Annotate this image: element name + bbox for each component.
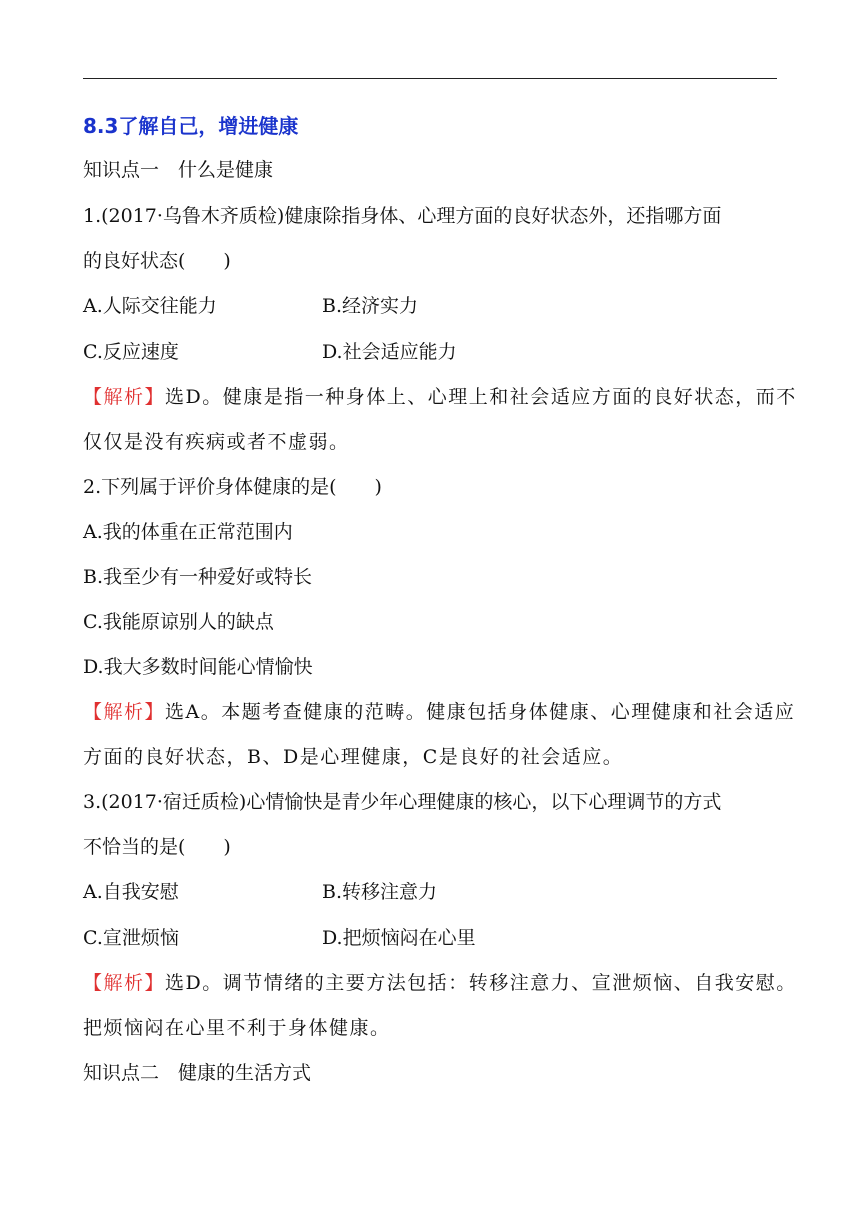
section-heading-2: 知识点二 健康的生活方式 bbox=[83, 1062, 312, 1084]
analysis-tag: 【解析】 bbox=[83, 701, 166, 723]
q2-option-a: A.我的体重在正常范围内 bbox=[83, 521, 293, 543]
q3-option-a: A.自我安慰 bbox=[83, 881, 179, 903]
analysis-tag: 【解析】 bbox=[83, 972, 166, 994]
q2-stem-line-1: 2.下列属于评价身体健康的是( ) bbox=[83, 476, 382, 498]
q3-analysis-line-2: 把烦恼闷在心里不利于身体健康。 bbox=[83, 1017, 391, 1039]
q2-option-c: C.我能原谅别人的缺点 bbox=[83, 611, 274, 633]
q1-option-a: A.人际交往能力 bbox=[83, 295, 217, 317]
q2-analysis-line-1 bbox=[83, 700, 795, 724]
q1-analysis-line-2: 仅仅是没有疾病或者不虚弱。 bbox=[83, 431, 350, 453]
q3-analysis-line-1 bbox=[83, 971, 797, 995]
q1-option-d: D.社会适应能力 bbox=[322, 341, 457, 363]
section-heading-1: 知识点一 什么是健康 bbox=[83, 159, 274, 181]
q3-analysis-text-1: 选D。调节情绪的主要方法包括：转移注意力、宣泄烦恼、自我安慰。 bbox=[165, 972, 797, 994]
q3-stem-line-2: 不恰当的是( ) bbox=[83, 836, 231, 858]
q1-stem-line-2: 的良好状态( ) bbox=[83, 250, 231, 272]
q1-analysis-line-1 bbox=[83, 385, 797, 409]
q1-analysis-text-1: 选D。健康是指一种身体上、心理上和社会适应方面的良好状态，而不 bbox=[165, 386, 797, 408]
q3-option-b: B.转移注意力 bbox=[322, 881, 438, 903]
q2-analysis-line-2: 方面的良好状态，B、D是心理健康，C是良好的社会适应。 bbox=[83, 746, 624, 768]
q1-stem-line-1: 1.(2017·乌鲁木齐质检)健康除指身体、心理方面的良好状态外，还指哪方面 bbox=[83, 205, 722, 227]
q3-option-d: D.把烦恼闷在心里 bbox=[322, 927, 476, 949]
q2-analysis-text-1: 选A。本题考查健康的范畴。健康包括身体健康、心理健康和社会适应 bbox=[165, 701, 796, 723]
lesson-title: 8.3了解自己，增进健康 bbox=[83, 114, 299, 138]
q2-option-b: B.我至少有一种爱好或特长 bbox=[83, 566, 313, 588]
q3-stem-line-1: 3.(2017·宿迁质检)心情愉快是青少年心理健康的核心，以下心理调节的方式 bbox=[83, 791, 722, 813]
q1-option-b: B.经济实力 bbox=[322, 295, 419, 317]
header-rule bbox=[83, 78, 777, 79]
q3-option-c: C.宣泄烦恼 bbox=[83, 927, 179, 949]
q1-option-c: C.反应速度 bbox=[83, 341, 179, 363]
analysis-tag: 【解析】 bbox=[83, 386, 166, 408]
q2-option-d: D.我大多数时间能心情愉快 bbox=[83, 656, 313, 678]
